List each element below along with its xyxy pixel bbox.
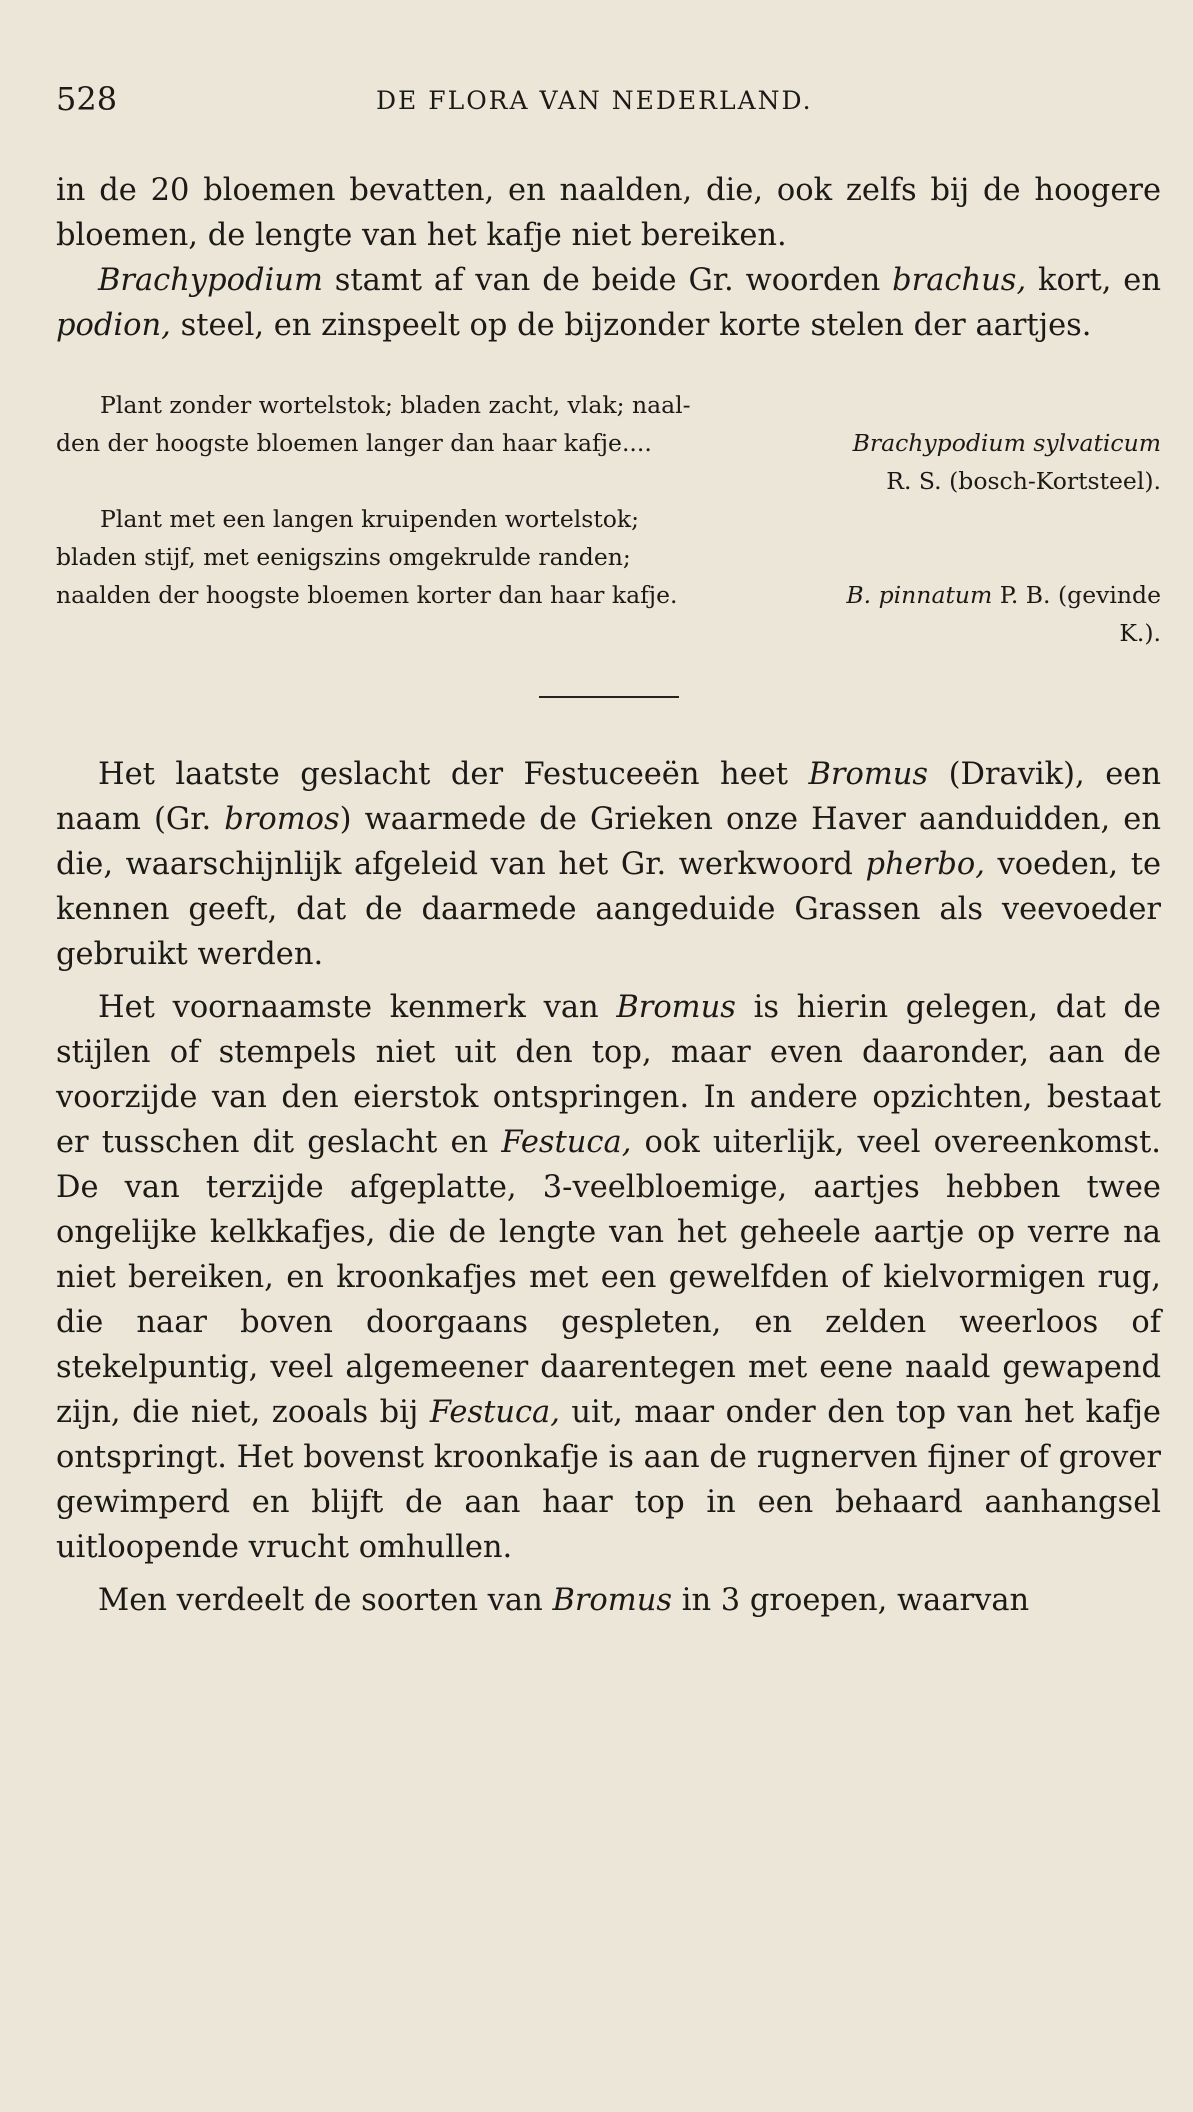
genus-name: Bromus: [616, 990, 736, 1025]
text-run: kort, en: [1026, 263, 1161, 298]
key-text: naalden der hoogste bloemen korter dan haar kafje.: [56, 581, 678, 609]
page-number: 528: [56, 80, 118, 118]
page-body: [56, 168, 1161, 1623]
greek-word: pherbo,: [865, 847, 985, 882]
key-line: [56, 424, 1161, 462]
text-run: voeden, te kennen geeft, dat de daarmede aangeduide Grassen als veevoeder gebruikt werden.: [56, 847, 1161, 972]
text-run: (Dravik), een naam (Gr.: [56, 757, 1161, 837]
running-title: DE FLORA VAN NEDERLAND.: [376, 86, 813, 115]
text-run: Het laatste geslacht der Festuceeën heet: [98, 757, 809, 792]
genus-name: Brachypodium: [98, 263, 323, 298]
species-name: B. pinnatum: [846, 581, 993, 609]
genus-name: Bromus: [552, 1583, 673, 1618]
spacer: [56, 1570, 1161, 1578]
genus-name: Bromus: [808, 757, 929, 792]
section-divider: [539, 696, 679, 698]
species-key: [56, 386, 1161, 652]
text-run: stamt af van de beide Gr. woorden: [322, 263, 893, 298]
text-run: uit, maar onder den top van het kafje ontspringt. Het bovenst kroonkafje is aan de rugnerven fijner of grover gewimperd en blijft de aan haar top in een behaard aanhangsel uitloopende vrucht omhullen.: [56, 1395, 1161, 1565]
key-line: Plant zonder wortelstok; bladen zacht, vlak; naal-: [100, 391, 691, 419]
key-line: K.).: [1119, 619, 1161, 647]
text-run: in 3 groepen, waarvan: [672, 1583, 1030, 1618]
text-run: is hierin gelegen, dat de stijlen of stempels niet uit den top, maar even daaronder, aan de voorzijde van den eierstok ontspringen. In andere opzichten, bestaat er tusschen dit geslacht en: [56, 990, 1161, 1160]
paragraph-bromus-groups: [56, 1578, 1161, 1623]
key-text: den der hoogste bloemen langer dan haar kafje....: [56, 429, 652, 457]
text-run: steel, en zinspeelt op de bijzonder korte stelen der aartjes.: [170, 308, 1092, 343]
paragraph-continuation: [56, 168, 1161, 258]
bromus-section: [56, 752, 1161, 1623]
key-line: [56, 576, 1161, 614]
text-run: Het voornaamste kenmerk van: [98, 990, 617, 1025]
paragraph-bromus-intro: [56, 752, 1161, 977]
spacer: [56, 977, 1161, 985]
paragraph-brachypodium-etymology: [56, 258, 1161, 348]
text-run: ) waarmede de Grieken onze Haver aanduidden, en die, waarschijnlijk afgeleid van het Gr. werkwoord: [56, 802, 1161, 882]
text-run: Men verdeelt de soorten van: [98, 1583, 553, 1618]
page-header: [56, 80, 1153, 120]
key-line: bladen stijf, met eenigszins omgekrulde randen;: [56, 543, 631, 571]
greek-word: podion,: [56, 308, 171, 343]
greek-word: brachus,: [892, 263, 1027, 298]
text-line: hoogere bloemen, de lengte van het kafje niet bereiken.: [56, 173, 1161, 253]
author-abbrev: P. B. (gevinde: [992, 581, 1161, 609]
key-line: R. S. (bosch-Kortsteel).: [886, 467, 1161, 495]
genus-name: Festuca,: [429, 1395, 560, 1430]
genus-name: Festuca,: [501, 1125, 632, 1160]
paragraph-bromus-characteristics: [56, 985, 1161, 1570]
greek-word: bromos: [224, 802, 340, 837]
text-line: in de 20 bloemen bevatten, en naalden, die, ook zelfs bij de: [56, 173, 1021, 208]
key-line: Plant met een langen kruipenden wortelstok;: [100, 505, 640, 533]
text-run: ook uiterlijk, veel overeenkomst. De van terzijde afgeplatte, 3-veelbloemige, aartjes hebben twee ongelijke kelkkafjes, die de lengte van het geheele aartje op verre na niet bereiken, en kroonkafjes met een gewelfden of kielvormigen rug, die naar boven doorgaans gespleten, en zelden weerloos of stekelpuntig, veel algemeener daarentegen met eene naald gewapend zijn, die niet, zooals bij: [56, 1125, 1161, 1430]
key-species-group: [846, 576, 1161, 614]
species-name: Brachypodium sylvaticum: [852, 429, 1161, 457]
